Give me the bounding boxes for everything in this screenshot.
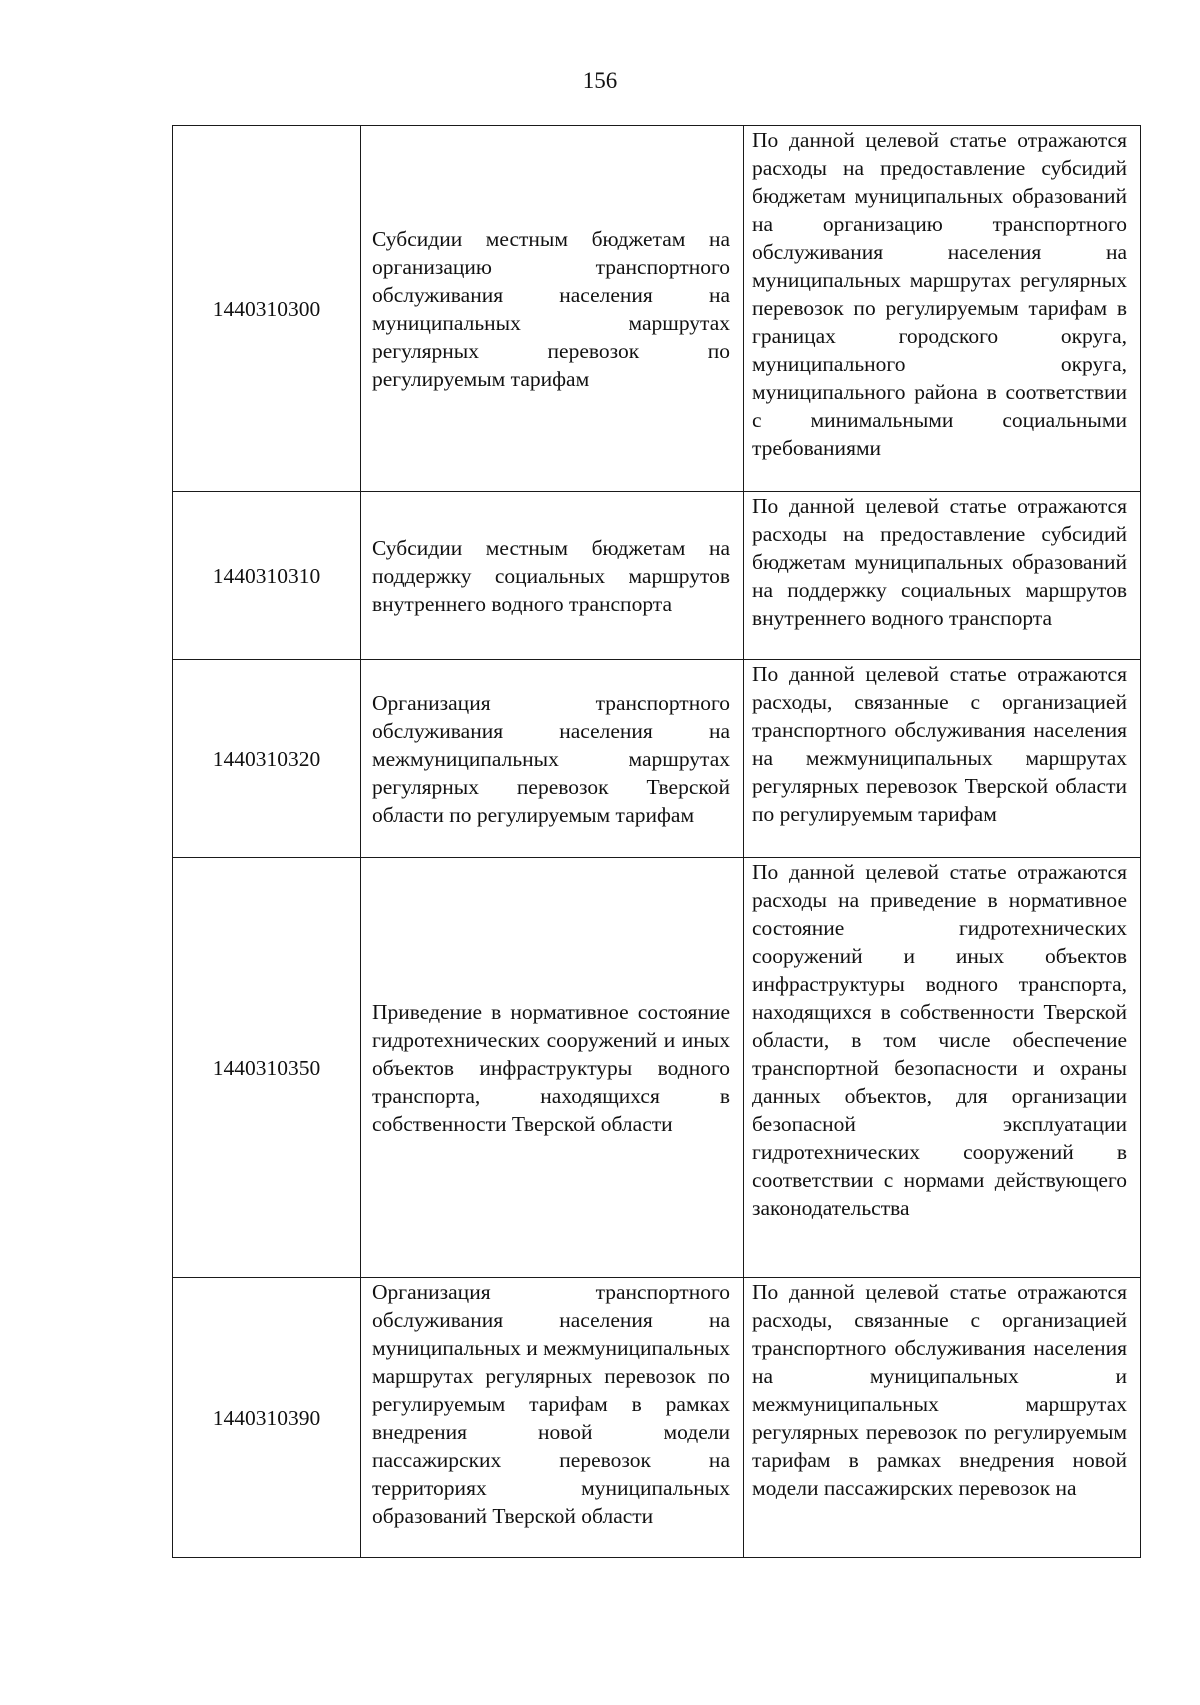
code-cell	[173, 126, 361, 492]
code-text: 1440310390	[212, 1405, 321, 1430]
description-cell: По данной целевой статье отражаются расходы на приведение в нормативное состояние гидротехнических сооружений и иных объектов инфраструктуры водного транспорта, находящихся в собственности Тверской области, в том числе обеспечение транспортной безопасности и охраны данных объектов, для организации безопасной эксплуатации гидротехнических сооружений в соответствии с нормами действующего законодательства	[744, 858, 1141, 1278]
code-cell	[173, 492, 361, 660]
table-row	[173, 126, 1141, 492]
table-row	[173, 1278, 1141, 1558]
code-cell	[173, 1278, 361, 1558]
name-cell: Приведение в нормативное состояние гидротехнических сооружений и иных объектов инфраструктуры водного транспорта, находящихся в собственности Тверской области	[361, 858, 744, 1278]
description-cell: По данной целевой статье отражаются расходы, связанные с организацией транспортного обслуживания населения на межмуниципальных маршрутах регулярных перевозок Тверской области по регулируемым тарифам	[744, 660, 1141, 858]
description-cell: По данной целевой статье отражаются расходы на предоставление субсидий бюджетам муниципальных образований на поддержку социальных маршрутов внутреннего водного транспорта	[744, 492, 1141, 660]
code-text: 1440310350	[212, 1055, 321, 1080]
table-row	[173, 492, 1141, 660]
code-cell	[173, 858, 361, 1278]
code-text: 1440310310	[212, 563, 321, 588]
page-number: 156	[582, 68, 618, 93]
name-cell: Субсидии местным бюджетам на поддержку социальных маршрутов внутреннего водного транспорта	[361, 492, 744, 660]
code-text: 1440310300	[212, 296, 321, 321]
budget-classification-table	[172, 125, 1141, 1558]
description-cell: По данной целевой статье отражаются расходы на предоставление субсидий бюджетам муниципальных образований на организацию транспортного обслуживания населения на муниципальных маршрутах регулярных перевозок по регулируемым тарифам в границах городского округа, муниципального округа, муниципального района в соответствии с минимальными социальными требованиями	[744, 126, 1141, 492]
code-text: 1440310320	[212, 746, 321, 771]
description-cell: По данной целевой статье отражаются расходы, связанные с организацией транспортного обслуживания населения на муниципальных и межмуниципальных маршрутах регулярных перевозок по регулируемым тарифам в рамках внедрения новой модели пассажирских перевозок на	[744, 1278, 1141, 1558]
table-row	[173, 858, 1141, 1278]
name-cell: Субсидии местным бюджетам на организацию транспортного обслуживания населения на муниципальных маршрутах регулярных перевозок по регулируемым тарифам	[361, 126, 744, 492]
name-cell: Организация транспортного обслуживания населения на муниципальных и межмуниципальных маршрутах регулярных перевозок по регулируемым тарифам в рамках внедрения новой модели пассажирских перевозок на территориях муниципальных образований Тверской области	[361, 1278, 744, 1558]
code-cell	[173, 660, 361, 858]
name-cell: Организация транспортного обслуживания населения на межмуниципальных маршрутах регулярных перевозок Тверской области по регулируемым тарифам	[361, 660, 744, 858]
table-row	[173, 660, 1141, 858]
